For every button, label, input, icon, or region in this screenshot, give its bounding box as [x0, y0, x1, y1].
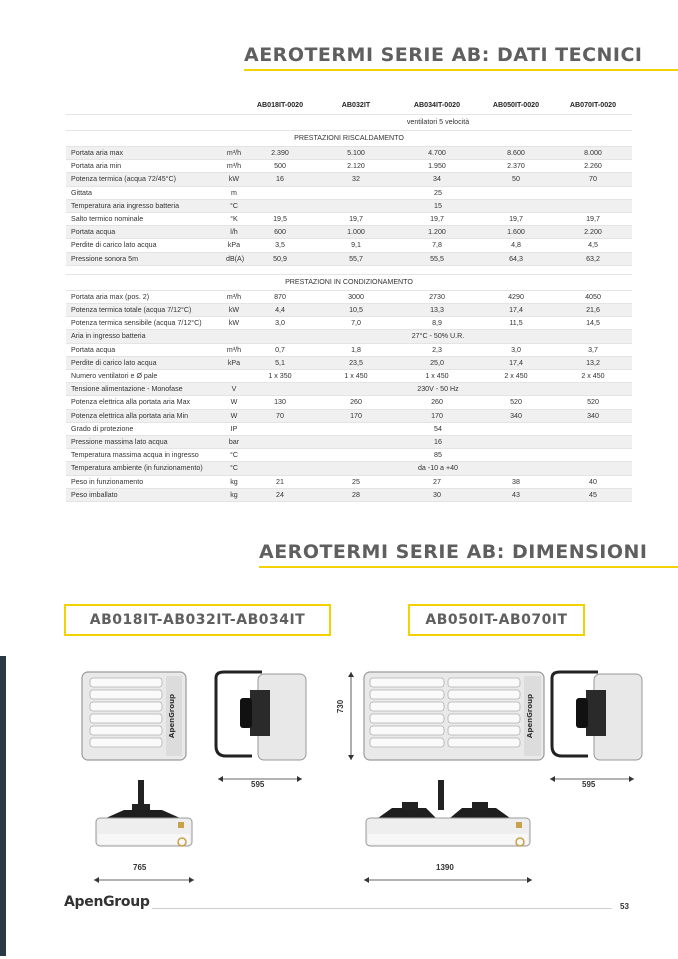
row-value: 3,0 [244, 317, 316, 330]
group2-width-arrow [362, 873, 534, 887]
row-value: 2.200 [554, 226, 632, 239]
table-row [66, 160, 632, 173]
group2-front-view [362, 670, 547, 765]
table-row [66, 147, 632, 160]
row-value: 21,6 [554, 304, 632, 317]
page-edge-strip [0, 656, 6, 956]
row-value: 55,7 [316, 252, 396, 265]
row-label: Aria in ingresso batteria [66, 330, 224, 343]
header-empty [224, 97, 244, 115]
section-header: PRESTAZIONI RISCALDAMENTO [66, 131, 632, 147]
group1-width-arrow [92, 873, 196, 887]
row-value: 4290 [478, 290, 554, 303]
row-value: 19,7 [554, 213, 632, 226]
row-unit: m³/h [224, 160, 244, 173]
table-row [66, 383, 632, 396]
row-label: Portata aria min [66, 160, 224, 173]
row-unit: W [224, 409, 244, 422]
row-label: Portata acqua [66, 343, 224, 356]
row-value: 1 x 350 [244, 370, 316, 383]
row-value: 23,5 [316, 356, 396, 369]
row-label: Gittata [66, 186, 224, 199]
row-label: Pressione sonora 5m [66, 252, 224, 265]
section-header-row [66, 131, 632, 147]
model-header: AB034IT-0020 [396, 97, 478, 115]
row-unit: kW [224, 304, 244, 317]
row-value: 260 [396, 396, 478, 409]
row-value: 24 [244, 488, 316, 501]
model-header: AB018IT-0020 [244, 97, 316, 115]
row-label: Potenza termica (acqua 72/45°C) [66, 173, 224, 186]
table-row [66, 436, 632, 449]
row-value: 10,5 [316, 304, 396, 317]
row-value: 4,5 [554, 239, 632, 252]
row-value-span: 27°C - 50% U.R. [244, 330, 632, 343]
group2-height-arrow [344, 670, 358, 762]
row-value: 30 [396, 488, 478, 501]
row-unit: °K [224, 213, 244, 226]
group2-height-value: 730 [336, 699, 346, 714]
row-value: 19,7 [316, 213, 396, 226]
row-value: 1.200 [396, 226, 478, 239]
row-value: 2730 [396, 290, 478, 303]
row-value: 64,3 [478, 252, 554, 265]
header-empty [66, 97, 224, 115]
row-value: 1,8 [316, 343, 396, 356]
row-value: 19,7 [396, 213, 478, 226]
row-label: Grado di protezione [66, 422, 224, 435]
row-value: 7,8 [396, 239, 478, 252]
table-gap [66, 265, 632, 274]
table-row [66, 422, 632, 435]
row-value: 520 [554, 396, 632, 409]
row-value-span: 15 [244, 199, 632, 212]
row-value: 170 [396, 409, 478, 422]
row-value: 870 [244, 290, 316, 303]
table-row [66, 370, 632, 383]
row-value: 5.100 [316, 147, 396, 160]
row-value: 16 [244, 173, 316, 186]
row-unit: °C [224, 199, 244, 212]
model-header: AB050IT-0020 [478, 97, 554, 115]
row-value: 340 [554, 409, 632, 422]
row-value: 21 [244, 475, 316, 488]
row-value-span: 85 [244, 449, 632, 462]
row-label: Numero ventilatori e Ø pale [66, 370, 224, 383]
row-value: 3000 [316, 290, 396, 303]
group2-front-brand: ApenGroup [526, 693, 534, 739]
row-label: Potenza elettrica alla portata aria Max [66, 396, 224, 409]
group1-side-view [212, 668, 312, 768]
row-value: 70 [554, 173, 632, 186]
model-header: AB032IT [316, 97, 396, 115]
row-value: 55,5 [396, 252, 478, 265]
row-label: Temperatura ambiente (in funzionamento) [66, 462, 224, 475]
group2-top-view [362, 778, 534, 868]
row-value: 340 [478, 409, 554, 422]
specs-table [66, 97, 632, 502]
row-value: 28 [316, 488, 396, 501]
table-row [66, 186, 632, 199]
row-value: 50 [478, 173, 554, 186]
row-value: 50,9 [244, 252, 316, 265]
row-value: 27 [396, 475, 478, 488]
row-unit: °C [224, 449, 244, 462]
row-value: 19,5 [244, 213, 316, 226]
row-value: 170 [316, 409, 396, 422]
row-value: 43 [478, 488, 554, 501]
table-row [66, 213, 632, 226]
row-value: 2 x 450 [554, 370, 632, 383]
row-value: 3,5 [244, 239, 316, 252]
row-value: 8.000 [554, 147, 632, 160]
group1-width-value: 765 [133, 863, 147, 872]
row-value-span: 230V - 50 Hz [244, 383, 632, 396]
row-value: 130 [244, 396, 316, 409]
row-value: 1 x 450 [316, 370, 396, 383]
row-label: Salto termico nominale [66, 213, 224, 226]
row-value: 8,9 [396, 317, 478, 330]
row-value: 11,5 [478, 317, 554, 330]
row-value: 70 [244, 409, 316, 422]
dimensions-title: AEROTERMI SERIE AB: DIMENSIONI [259, 541, 648, 563]
table-row [66, 239, 632, 252]
row-value: 2.370 [478, 160, 554, 173]
row-label: Perdite di carico lato acqua [66, 356, 224, 369]
group2-side-view [548, 668, 648, 768]
table-row [66, 356, 632, 369]
row-value: 34 [396, 173, 478, 186]
row-value: 600 [244, 226, 316, 239]
row-value: 2.390 [244, 147, 316, 160]
apengroup-logo: ApenGroup [64, 894, 150, 910]
row-value: 9,1 [316, 239, 396, 252]
row-unit [224, 370, 244, 383]
table-row [66, 449, 632, 462]
row-value: 1.950 [396, 160, 478, 173]
row-label: Potenza termica totale (acqua 7/12°C) [66, 304, 224, 317]
row-unit: kW [224, 317, 244, 330]
row-value: 2 x 450 [478, 370, 554, 383]
row-value: 14,5 [554, 317, 632, 330]
table-row [66, 409, 632, 422]
row-value: 4.700 [396, 147, 478, 160]
row-label: Perdite di carico lato acqua [66, 239, 224, 252]
table-row [66, 252, 632, 265]
group2-width-value: 1390 [436, 863, 454, 872]
row-value: 4,4 [244, 304, 316, 317]
model-group-1-label: AB018IT-AB032IT-AB034IT [64, 604, 331, 636]
group1-top-view [92, 778, 196, 868]
row-value: 8.600 [478, 147, 554, 160]
footer-rule [152, 908, 612, 909]
section-header: PRESTAZIONI IN CONDIZIONAMENTO [66, 274, 632, 290]
row-unit: m³/h [224, 290, 244, 303]
row-unit: m [224, 186, 244, 199]
row-unit: kg [224, 475, 244, 488]
table-row [66, 173, 632, 186]
row-unit: bar [224, 436, 244, 449]
dimensions-title-underline [259, 566, 678, 568]
row-unit: °C [224, 462, 244, 475]
page-number: 53 [620, 902, 629, 911]
row-value: 3,7 [554, 343, 632, 356]
model-header: AB070IT-0020 [554, 97, 632, 115]
row-label: Pressione massima lato acqua [66, 436, 224, 449]
table-row [66, 462, 632, 475]
group1-depth-value: 595 [251, 780, 265, 789]
row-value: 1.000 [316, 226, 396, 239]
row-label: Potenza elettrica alla portata aria Min [66, 409, 224, 422]
row-label: Temperatura massima acqua in ingresso [66, 449, 224, 462]
row-value: 0,7 [244, 343, 316, 356]
row-unit: m³/h [224, 343, 244, 356]
row-unit: kW [224, 173, 244, 186]
group2-depth-value: 595 [582, 780, 596, 789]
row-unit: V [224, 383, 244, 396]
row-value: 520 [478, 396, 554, 409]
row-label: Potenza termica sensibile (acqua 7/12°C) [66, 317, 224, 330]
row-value: 2.260 [554, 160, 632, 173]
fan-note-row [66, 115, 632, 131]
table-row [66, 304, 632, 317]
table-header-row [66, 97, 632, 115]
row-unit: m³/h [224, 147, 244, 160]
row-value: 1.600 [478, 226, 554, 239]
row-value: 3,0 [478, 343, 554, 356]
row-unit: dB(A) [224, 252, 244, 265]
row-value: 260 [316, 396, 396, 409]
section-header-row [66, 274, 632, 290]
row-value: 2.120 [316, 160, 396, 173]
model-group-2-label: AB050IT-AB070IT [408, 604, 585, 636]
row-unit: kPa [224, 239, 244, 252]
row-value: 19,7 [478, 213, 554, 226]
row-value: 2,3 [396, 343, 478, 356]
row-label: Peso in funzionamento [66, 475, 224, 488]
row-value-span: 25 [244, 186, 632, 199]
fan-note: ventilatori 5 velocità [244, 115, 632, 131]
table-row [66, 343, 632, 356]
table-row [66, 330, 632, 343]
row-unit [224, 330, 244, 343]
row-label: Portata aria max [66, 147, 224, 160]
table-row [66, 290, 632, 303]
row-value: 40 [554, 475, 632, 488]
row-value: 17,4 [478, 356, 554, 369]
specs-title: AEROTERMI SERIE AB: DATI TECNICI [244, 44, 643, 66]
row-label: Tensione alimentazione - Monofase [66, 383, 224, 396]
table-row [66, 396, 632, 409]
table-row [66, 488, 632, 501]
row-value: 13,2 [554, 356, 632, 369]
specs-title-underline [244, 69, 678, 71]
row-value: 38 [478, 475, 554, 488]
row-value: 25 [316, 475, 396, 488]
row-value: 45 [554, 488, 632, 501]
row-label: Portata acqua [66, 226, 224, 239]
row-unit: kPa [224, 356, 244, 369]
row-label: Portata aria max (pos. 2) [66, 290, 224, 303]
row-value: 1 x 450 [396, 370, 478, 383]
row-value: 25,0 [396, 356, 478, 369]
row-value-span: 16 [244, 436, 632, 449]
table-row [66, 226, 632, 239]
row-value: 63,2 [554, 252, 632, 265]
group1-front-brand: ApenGroup [168, 693, 176, 739]
row-value: 13,3 [396, 304, 478, 317]
group1-front-view [80, 670, 190, 765]
row-unit: kg [224, 488, 244, 501]
row-value-span: 54 [244, 422, 632, 435]
row-unit: W [224, 396, 244, 409]
row-value: 32 [316, 173, 396, 186]
table-row [66, 199, 632, 212]
row-value: 4050 [554, 290, 632, 303]
row-value: 500 [244, 160, 316, 173]
row-value-span: da -10 a +40 [244, 462, 632, 475]
table-row [66, 317, 632, 330]
row-label: Peso imballato [66, 488, 224, 501]
row-value: 5,1 [244, 356, 316, 369]
row-label: Temperatura aria ingresso batteria [66, 199, 224, 212]
row-value: 17,4 [478, 304, 554, 317]
row-unit: IP [224, 422, 244, 435]
row-value: 7,0 [316, 317, 396, 330]
table-row [66, 475, 632, 488]
row-value: 4,8 [478, 239, 554, 252]
row-unit: l/h [224, 226, 244, 239]
